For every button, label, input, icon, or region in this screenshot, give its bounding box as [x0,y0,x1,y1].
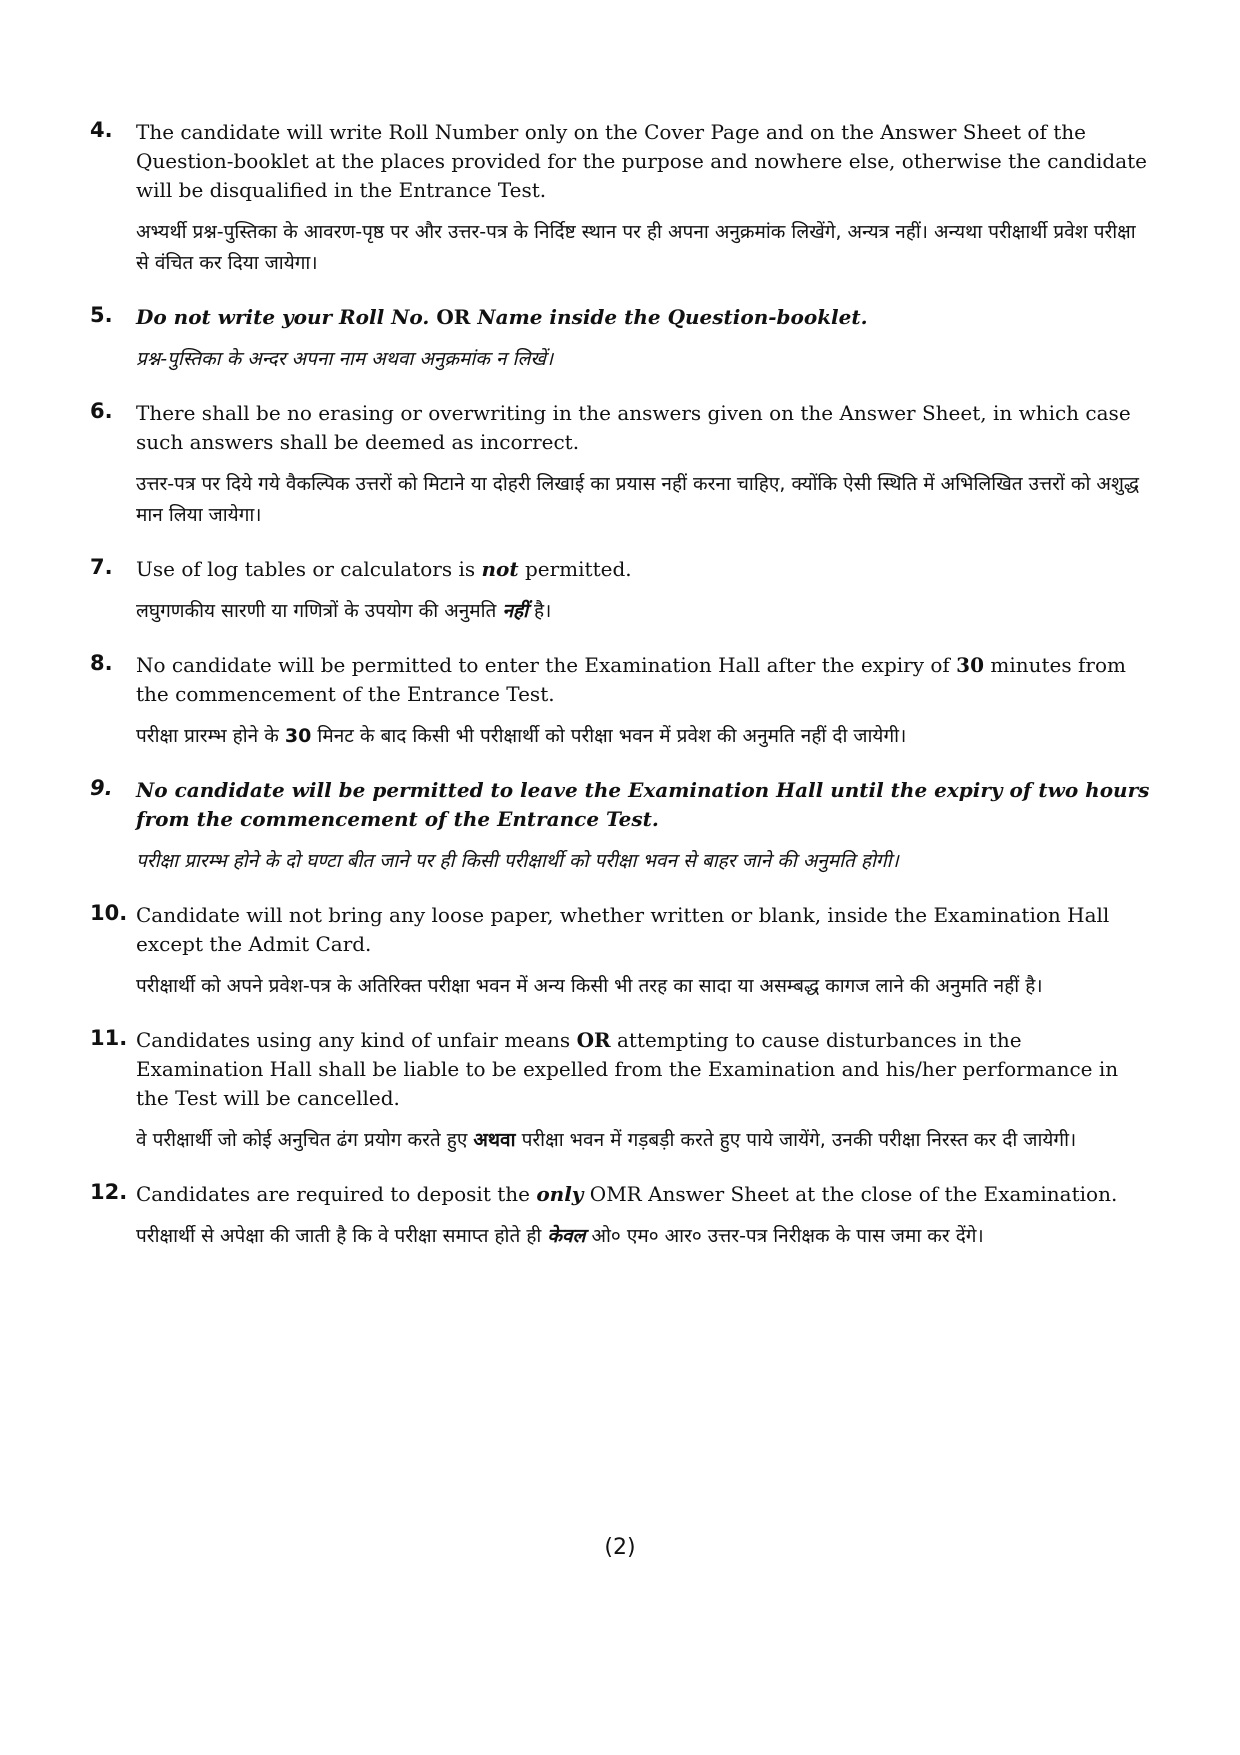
instruction-item-8 [90,651,1150,752]
instruction-hindi [136,1125,1150,1156]
instruction-hindi: उत्तर-पत्र पर दिये गये वैकल्पिक उत्तरों को मिटाने या दोहरी लिखाई का प्रयास नहीं करना चाहिए, क्योंकि ऐसी स्थिति में अभिलिखित उत्तरों को अशुद्ध मान लिया जायेगा। [136,473,1140,526]
item-number: 7. [90,555,113,579]
page-number: (2) [604,1535,636,1560]
instruction-english [136,651,1150,709]
instruction-item-4 [90,118,1150,279]
item-number: 11. [90,1026,128,1050]
instruction-hindi: प्रश्न-पुस्तिका के अन्दर अपना नाम अथवा अनुक्रमांक न लिखें। [136,348,554,370]
instruction-hindi-part: परीक्षार्थी से अपेक्षा की जाती है कि वे परीक्षा समाप्त होते ही [136,1225,542,1247]
instruction-english-or: OR [436,305,471,329]
instruction-english [136,303,1150,332]
instruction-hindi-part: वे परीक्षार्थी जो कोई अनुचित ढंग प्रयोग करते हुए [136,1129,468,1151]
instruction-item-6 [90,399,1150,531]
emphasis-only: only [536,1182,584,1206]
instruction-english-part: Candidates using any kind of unfair means [136,1028,571,1052]
instruction-hindi-part: परीक्षा भवन में गड़बड़ी करते हुए पाये जायेंगे, उनकी परीक्षा निरस्त कर दी जायेगी। [521,1129,1077,1151]
instruction-english [136,1180,1150,1209]
instruction-english-part: Candidates are required to deposit the [136,1182,530,1206]
instruction-english-part: Name inside the Question-booklet. [477,305,868,329]
instruction-hindi [136,721,1150,752]
instruction-hindi [136,1221,1150,1252]
item-number: 6. [90,399,113,423]
emphasis-30: 30 [284,725,312,747]
instruction-english: There shall be no erasing or overwriting in the answers given on the Answer Sheet, in which case such answers shall be deemed as incorrect. [136,401,1131,454]
emphasis-not: not [481,557,519,581]
item-number: 12. [90,1180,128,1204]
instruction-item-11 [90,1026,1150,1156]
item-number: 4. [90,118,113,142]
instruction-item-12 [90,1180,1150,1252]
instruction-item-9 [90,776,1150,877]
instruction-english [136,555,1150,584]
instruction-item-5 [90,303,1150,375]
instruction-english-part: Use of log tables or calculators is [136,557,476,581]
instruction-hindi-part: परीक्षा प्रारम्भ होने के [136,725,279,747]
instruction-hindi-part: है। [534,600,552,622]
instruction-english [136,1026,1150,1113]
instruction-hindi-part: ओ० एम० आर० उत्तर-पत्र निरीक्षक के पास जमा कर देंगे। [591,1225,984,1247]
emphasis-30: 30 [956,653,985,677]
instruction-english-part: No candidate will be permitted to enter the Examination Hall after the expiry of [136,653,950,677]
instruction-hindi: अभ्यर्थी प्रश्न-पुस्तिका के आवरण-पृष्ठ पर और उत्तर-पत्र के निर्दिष्ट स्थान पर ही अपना अनुक्रमांक लिखेंगे, अन्यत्र नहीं। अन्यथा परीक्षार्थी प्रवेश परीक्षा से वंचित कर दिया जायेगा। [136,221,1136,274]
instruction-english: No candidate will be permitted to leave the Examination Hall until the expiry of two hours from the commencement of the Entrance Test. [136,778,1150,831]
instruction-hindi: परीक्षार्थी को अपने प्रवेश-पत्र के अतिरिक्त परीक्षा भवन में अन्य किसी भी तरह का सादा या असम्बद्ध कागज लाने की अनुमति नहीं है। [136,975,1043,997]
instruction-english-part: attempting to cause disturbances in the Examination Hall shall be liable to be expelled from the Examination and his/her performance in the Test will be cancelled. [136,1028,1119,1110]
instruction-english: Candidate will not bring any loose paper, whether written or blank, inside the Examination Hall except the Admit Card. [136,903,1110,956]
emphasis-athva: अथवा [473,1129,516,1151]
emphasis-nahi: नहीं [502,600,528,622]
instruction-hindi: परीक्षा प्रारम्भ होने के दो घण्टा बीत जाने पर ही किसी परीक्षार्थी को परीक्षा भवन से बाहर जाने की अनुमति होगी। [136,850,899,872]
item-number: 5. [90,303,113,327]
instruction-english-part: OMR Answer Sheet at the close of the Examination. [589,1182,1118,1206]
instruction-item-7 [90,555,1150,627]
instruction-hindi-part: लघुगणकीय सारणी या गणित्रों के उपयोग की अनुमति [136,600,497,622]
item-number: 10. [90,901,128,925]
item-number: 8. [90,651,113,675]
emphasis-or: OR [576,1028,611,1052]
item-number: 9. [90,776,113,800]
instruction-hindi [136,596,1150,627]
instruction-hindi-part: मिनट के बाद किसी भी परीक्षार्थी को परीक्षा भवन में प्रवेश की अनुमति नहीं दी जायेगी। [317,725,907,747]
instruction-english: The candidate will write Roll Number only on the Cover Page and on the Answer Sheet of the Question-booklet at the places provided for the purpose and nowhere else, otherwise the candidate will be disqualified in the Entrance Test. [136,120,1148,202]
instruction-item-10 [90,901,1150,1002]
emphasis-keval: केवल [547,1225,586,1247]
instruction-english-part: permitted. [524,557,632,581]
instruction-english-part: Do not write your Roll No. [136,305,430,329]
instruction-english-part: minutes from the commencement of the Entrance Test. [136,653,1126,706]
